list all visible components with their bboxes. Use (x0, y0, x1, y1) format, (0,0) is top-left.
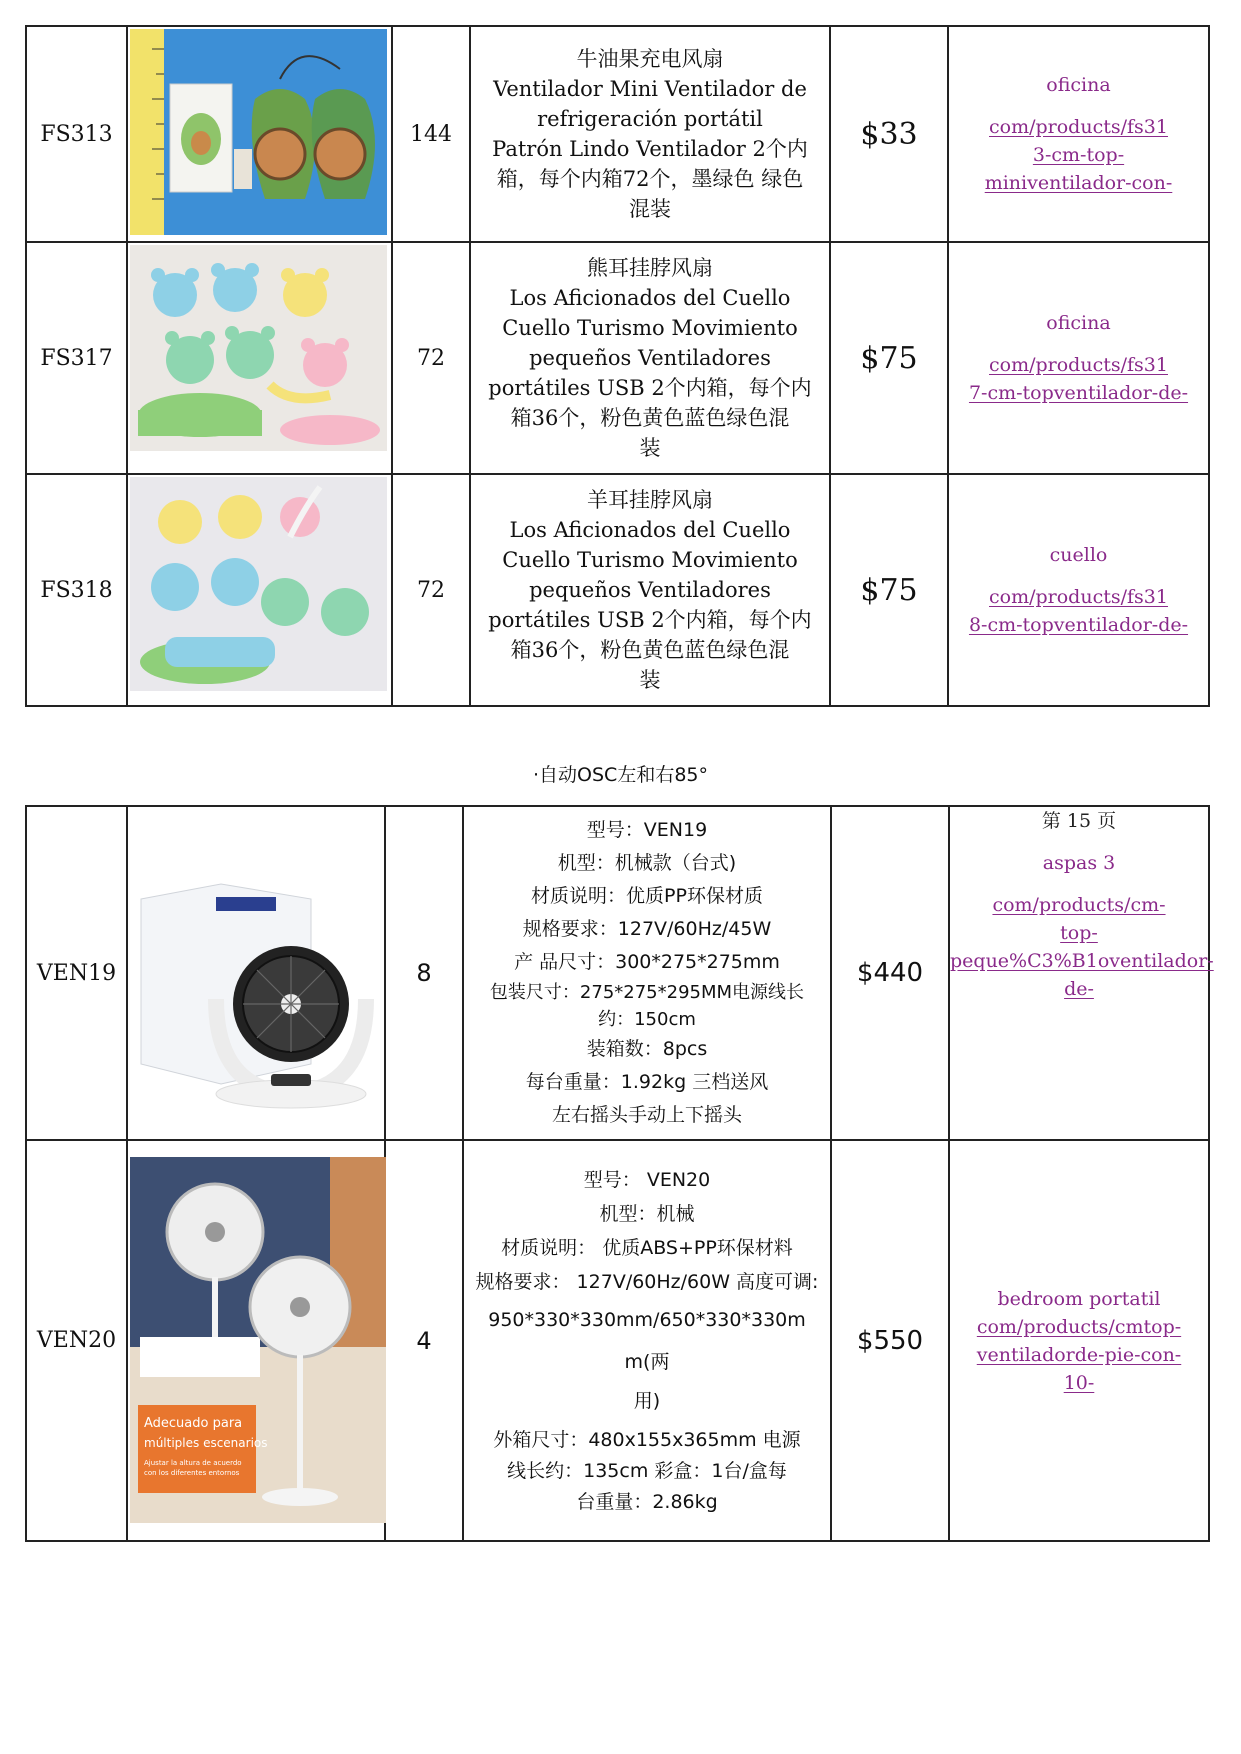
table-row (26, 1140, 1209, 1541)
product-description: 型号： VEN20 机型：机械 材质说明： 优质ABS+PP环保材料 规格要求： 127V/60Hz/60W 高度可调: 950*330*330mm/650*330*330m m(两 用) 外箱尺寸：480x155x365mm 电源 线长约：135cm 彩盒：1台/盒每 台重量：2.86kg (463, 1140, 831, 1541)
link-keyword: cuello (1049, 544, 1108, 566)
product-image-cell (127, 474, 392, 706)
product-image-cell (127, 1140, 385, 1541)
product-link-cell (949, 1140, 1209, 1541)
product-price: $440 (831, 806, 949, 1140)
image-caption-line-3: Ajustar la altura de acuerdo (144, 1459, 242, 1467)
product-quantity: 72 (392, 242, 470, 474)
product-price: $75 (830, 474, 948, 706)
product-price: $550 (831, 1140, 949, 1541)
product-price: $75 (830, 242, 948, 474)
avocado-rechargeable-fan-photo (130, 29, 387, 235)
link-keyword: oficina (1046, 312, 1111, 334)
table-row (26, 26, 1209, 242)
image-caption-line-2: múltiples escenarios (144, 1436, 268, 1450)
product-quantity: 144 (392, 26, 470, 242)
product-code: VEN20 (26, 1140, 127, 1541)
bear-ear-neck-fan-photo (130, 245, 387, 451)
image-caption-line-4: con los diferentes entornos (144, 1469, 240, 1477)
product-image-cell (127, 242, 392, 474)
product-quantity: 4 (385, 1140, 463, 1541)
product-image-cell (127, 26, 392, 242)
product-link[interactable]: com/products/cm- top- peque%C3%B1oventilador- de- (950, 894, 1214, 1000)
product-link[interactable]: com/products/fs31 8-cm-topventilador-de- (968, 586, 1189, 636)
link-keyword: aspas 3 (1042, 852, 1116, 874)
product-description: 熊耳挂脖风扇 Los Aficionados del Cuello Cuello Turismo Movimiento pequeños Ventiladores portátiles USB 2个内箱，每个内 箱36个，粉色黄色蓝色绿色混 装 (470, 242, 830, 474)
table-row (26, 806, 1209, 1140)
table-row (26, 242, 1209, 474)
product-link-cell (948, 242, 1209, 474)
standing-pedestal-fan-photo (130, 1157, 386, 1523)
product-link-cell (949, 806, 1214, 1140)
product-quantity: 72 (392, 474, 470, 706)
product-link-cell (948, 474, 1209, 706)
product-description: 型号：VEN19 机型：机械款（台式) 材质说明：优质PP环保材质 规格要求：127V/60Hz/45W 产 品尺寸：300*275*275mm 包装尺寸：275*275*295MM电源线长 约：150cm 装箱数：8pcs 每台重量：1.92kg 三档送风 左右摇头手动上下摇头 (463, 806, 831, 1140)
link-keyword: oficina (1046, 74, 1111, 96)
section-caption: ·自动OSC左和右85° (533, 764, 708, 786)
product-description: 牛油果充电风扇 Ventilador Mini Ventilador de refrigeración portátil Patrón Lindo Ventilador 2个内 箱，每个内箱72个，墨绿色 绿色 混装 (470, 26, 830, 242)
product-code: VEN19 (26, 806, 127, 1140)
product-description: 羊耳挂脖风扇 Los Aficionados del Cuello Cuello Turismo Movimiento pequeños Ventiladores portátiles USB 2个内箱，每个内 箱36个，粉色黄色蓝色绿色混 装 (470, 474, 830, 706)
cm-top-air-circulation-fan-photo (136, 879, 382, 1119)
table-row (26, 474, 1209, 706)
product-code: FS317 (26, 242, 127, 474)
product-image-cell (127, 806, 385, 1140)
page-number: 第 15 页 (1041, 810, 1117, 832)
link-keyword: bedroom portatil (997, 1287, 1161, 1310)
image-caption-line-1: Adecuado para (144, 1416, 243, 1431)
product-link-cell (948, 26, 1209, 242)
product-table-1 (25, 25, 1210, 707)
product-code: FS318 (26, 474, 127, 706)
product-code: FS313 (26, 26, 127, 242)
product-table-2 (25, 805, 1214, 1542)
product-link[interactable]: com/products/fs31 3-cm-top- miniventilador-con- (984, 116, 1173, 194)
product-quantity: 8 (385, 806, 463, 1140)
product-link[interactable]: com/products/cmtop- ventiladorde-pie-con- 10- (976, 1315, 1182, 1394)
product-price: $33 (830, 26, 948, 242)
product-link[interactable]: com/products/fs31 7-cm-topventilador-de- (968, 354, 1189, 404)
sheep-ear-neck-fan-photo (130, 477, 387, 691)
